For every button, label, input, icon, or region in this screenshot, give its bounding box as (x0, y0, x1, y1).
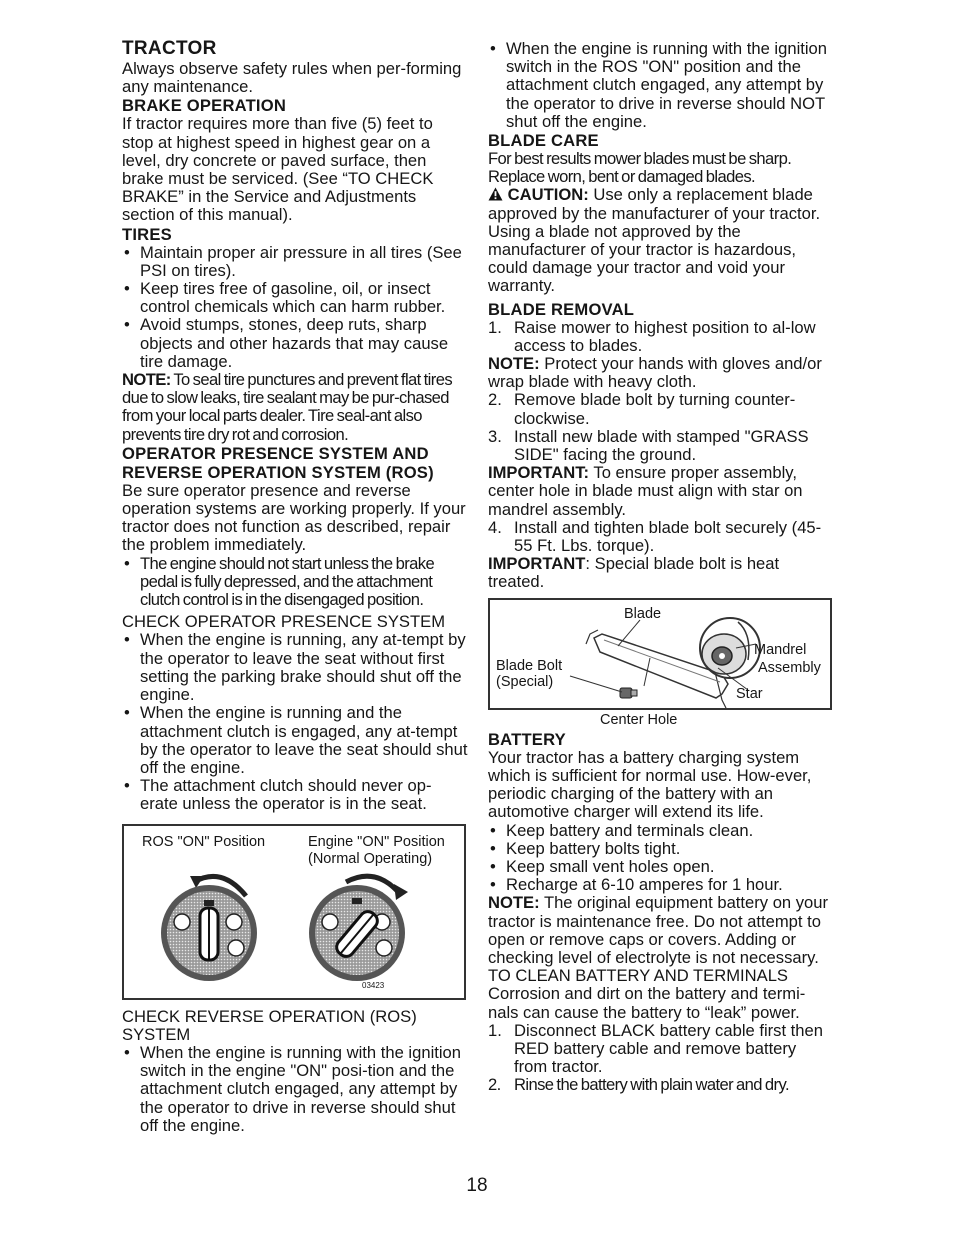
check-ops-heading: CHECK OPERATOR PRESENCE SYSTEM (122, 612, 446, 632)
list-item: • When the engine is running with the ignition switch in the engine "ON" posi-tion and the attachment clutch engaged, any attempt by the operator to drive in reverse should shut off the engine. (122, 1044, 468, 1135)
list-item: • Keep battery and terminals clean. (488, 822, 834, 840)
brake-heading: BRAKE OPERATION (122, 96, 287, 116)
tires-heading: TIRES (122, 224, 172, 244)
blade-label: Blade (624, 605, 662, 622)
check-ros-list (122, 1044, 468, 1135)
check-ops-list (122, 631, 468, 813)
ros-list (488, 40, 834, 131)
blade-removal-heading: BLADE REMOVAL (488, 299, 635, 319)
clean-text: Corrosion and dirt on the battery and termi-nals can cause the battery to “leak” power. (488, 984, 806, 1022)
blade-removal-steps-c (488, 519, 834, 555)
ops-list (122, 555, 468, 610)
blade-bolt-label: Blade Bolt (496, 657, 563, 674)
tires-note (122, 371, 468, 444)
battery-note: NOTE: The original equipment battery on your tractor is maintenance free. Do not attempt to open or remove caps or covers. Adding or checking level of electrolyte is not necessary. (488, 893, 829, 967)
battery-list (488, 822, 834, 895)
list-item: • The attachment clutch should never op-erate unless the operator is in the seat. (122, 777, 468, 813)
star-label: Star (736, 685, 763, 702)
list-item: 2. Remove blade bolt by turning counter-clockwise. (488, 390, 796, 428)
left-column (122, 38, 468, 1135)
list-item: • Maintain proper air pressure in all tires (See PSI on tires). (122, 244, 468, 280)
figure-code: 03423 (362, 980, 385, 990)
section-title-tractor: TRACTOR (122, 38, 217, 59)
blade-bolt-icon (620, 688, 637, 698)
blade-removal-steps-a (488, 319, 834, 355)
special-label: (Special) (496, 673, 554, 690)
list-item: • Keep small vent holes open. (488, 858, 834, 876)
engine-on-sublabel: (Normal Operating) (308, 850, 433, 867)
note-text: To seal tire punctures and prevent flat tires due to slow leaks, tire sealant may be pur-chased from your local parts dealer. Tire seal-ant also prevents tire dry rot and corrosion. (122, 370, 453, 444)
center-hole-label: Center Hole (600, 711, 678, 728)
mandrel-label: Mandrel (754, 641, 807, 658)
blade-care-text: For best results mower blades must be sharp. Replace worn, bent or damaged blades. (488, 149, 792, 187)
important-note-2: IMPORTANT: Special blade bolt is heat treated. (488, 554, 780, 592)
blade-note: NOTE: Protect your hands with gloves and/or wrap blade with heavy cloth. (488, 354, 822, 392)
ops-heading: OPERATOR PRESENCE SYSTEM AND REVERSE OPERATION SYSTEM (ROS) (122, 443, 434, 482)
list-item: 1. Disconnect BLACK battery cable first then RED battery cable and remove battery from tractor. (488, 1020, 823, 1077)
list-item: • Keep tires free of gasoline, oil, or insect control chemicals which can harm rubber. (122, 280, 468, 316)
engine-on-label: Engine "ON" Position (308, 833, 445, 850)
list-item: 4. Install and tighten blade bolt securely (45-55 Ft. Lbs. torque). (488, 517, 822, 556)
caution-text (488, 186, 834, 295)
tires-list (122, 244, 468, 371)
list-item: 1. Raise mower to highest position to al-low access to blades. (488, 317, 816, 355)
right-column (488, 40, 834, 1095)
ignition-switch-drawing (124, 826, 464, 998)
list-item: • Keep battery bolts tight. (488, 840, 834, 858)
caution-body: Use only a replacement blade approved by the manufacturer of your tractor. Using a blade not approved by the manufacturer of your tractor is hazardous, could damage your tractor and void your warranty. (488, 185, 821, 296)
list-item: • When the engine is running, any at-tempt by the operator to leave the seat without first setting the parking brake should shut off the engine. (122, 631, 468, 704)
ops-text: Be sure operator presence and reverse operation systems are working properly. If your tractor does not function as described, repair the problem immediately. (122, 480, 466, 555)
important-note-1: IMPORTANT: To ensure proper assembly, center hole in blade must align with star on mandrel assembly. (488, 463, 803, 519)
list-item: 2. Rinse the battery with plain water and dry. (488, 1075, 789, 1095)
blade-removal-steps-b (488, 391, 834, 464)
check-ros-heading: CHECK REVERSE OPERATION (ROS) SYSTEM (122, 1006, 417, 1044)
list-item: 3. Install new blade with stamped "GRASS SIDE" facing the ground. (488, 426, 809, 465)
mandrel-icon (700, 618, 760, 678)
engine-switch-icon (309, 876, 408, 981)
ros-switch-icon (161, 876, 257, 981)
brake-text: If tractor requires more than five (5) feet to stop at highest speed in highest gear on a level, dry concrete or paved surface, then brake must be serviced. (See “TO CHECK BRAKE” in the Service and Adjustments section of this manual). (122, 114, 434, 225)
battery-heading: BATTERY (488, 729, 566, 749)
clean-steps (488, 1022, 834, 1095)
assembly-label: Assembly (758, 659, 821, 676)
list-item: • When the engine is running and the attachment clutch is engaged, any at-tempt by the operator to leave the seat should shut off the engine. (122, 704, 468, 777)
caution-label: CAUTION: (507, 185, 589, 205)
list-item: • The engine should not start unless the brake pedal is fully depressed, and the attachment clutch control is in the disengaged position. (122, 555, 468, 610)
list-item: • When the engine is running with the ignition switch in the ROS "ON" position and the attachment clutch engaged, any attempt by the operator to drive in reverse should NOT shut off the engine. (488, 40, 834, 131)
warning-triangle-icon (488, 187, 503, 201)
ignition-switch-figure (122, 824, 466, 1000)
clean-heading: TO CLEAN BATTERY AND TERMINALS (488, 966, 788, 986)
list-item: • Recharge at 6-10 amperes for 1 hour. (488, 876, 834, 894)
battery-text: Your tractor has a battery charging system which is sufficient for normal use. How-ever, periodic charging of the battery with an automotive charger will extend its life. (488, 747, 812, 822)
list-item: • Avoid stumps, stones, deep ruts, sharp objects and other hazards that may cause tire damage. (122, 316, 468, 371)
blade-care-heading: BLADE CARE (488, 131, 599, 151)
page-number: 18 (466, 1175, 488, 1196)
blade-figure (488, 598, 832, 728)
ros-on-label: ROS "ON" Position (142, 833, 266, 850)
note-label: NOTE: (122, 370, 171, 390)
intro-text: Always observe safety rules when per-forming any maintenance. (122, 59, 462, 97)
